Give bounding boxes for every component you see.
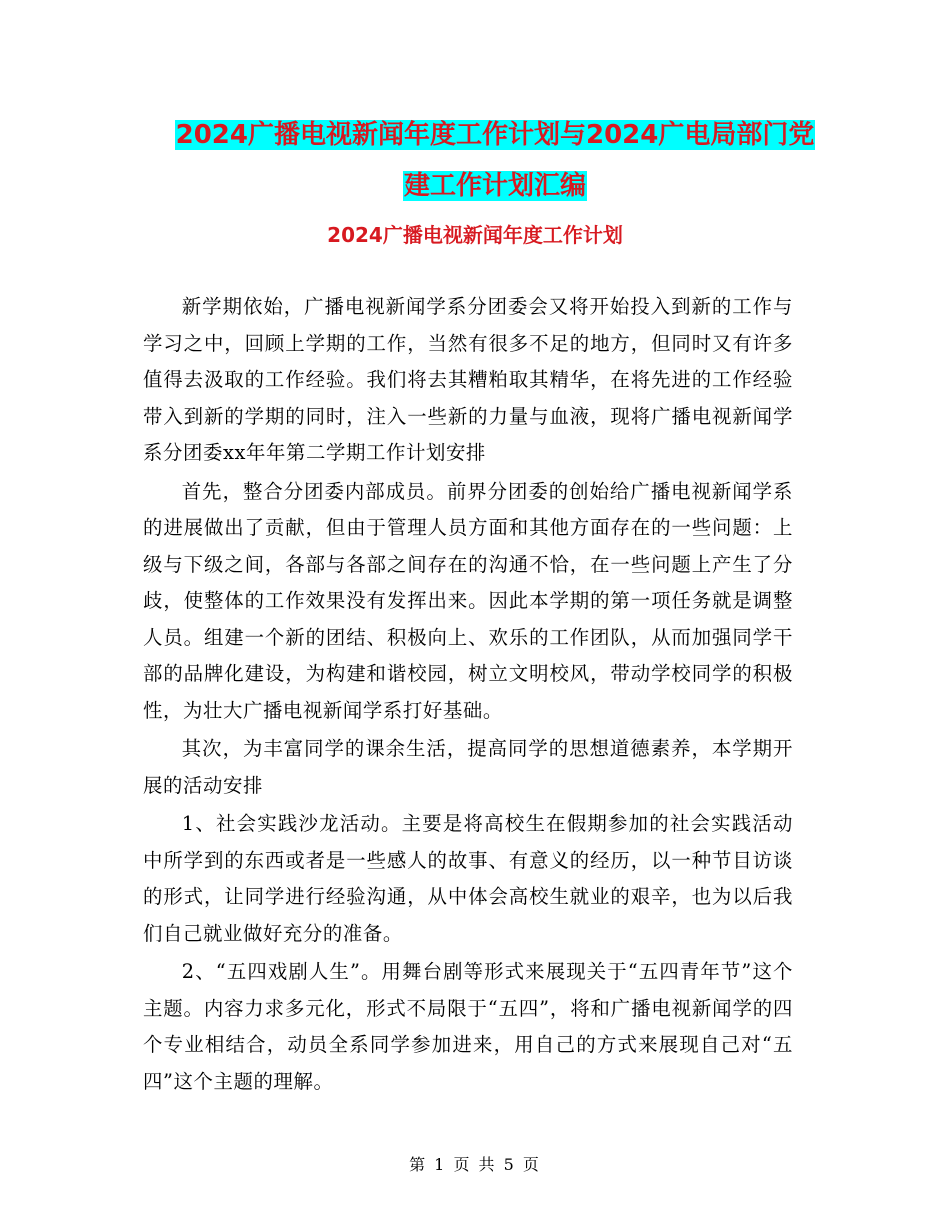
section-title: 2024广播电视新闻年度工作计划 [327, 223, 623, 247]
paragraph-first: 首先，整合分团委内部成员。前界分团委的创始给广播电视新闻学系的进展做出了贡献，但由于管理人员方面和其他方面存在的一些问题：上级与下级之间，各部与各部之间存在的沟通不恰，在一些问题上产生了分歧，使整体的工作效果没有发挥出来。因此本学期的第一项任务就是调整人员。组建一个新的团结、积极向上、欢乐的工作团队，从而加强同学干部的品牌化建设，为构建和谐校园，树立文明校风，带动学校同学的积极性，为壮大广播电视新闻学系打好基础。 [143, 479, 793, 722]
document-title-line-2: 建工作计划汇编 [403, 171, 586, 201]
paragraph-item-2: 2、“五四戏剧人生”。用舞台剧等形式来展现关于“五四青年节”这个主题。内容力求多元化，形式不局限于“五四”，将和广播电视新闻学的四个专业相结合，动员全系同学参加进来，用自己的方式来展现自己对“五四”这个主题的理解。 [143, 960, 793, 1093]
document-title-line-1: 2024广播电视新闻年度工作计划与2024广电局部门党 [175, 120, 815, 150]
document-title [100, 110, 890, 212]
paragraph-intro: 新学期依始，广播电视新闻学系分团委会又将开始投入到新的工作与学习之中，回顾上学期的工作，当然有很多不足的地方，但同时又有许多值得去汲取的工作经验。我们将去其糟粕取其精华，在将先进的工作经验带入到新的学期的同时，注入一些新的力量与血液，现将广播电视新闻学系分团委xx年年第二学期工作计划安排 [143, 295, 793, 464]
document-body [143, 289, 793, 1102]
paragraph-item-1: 1、社会实践沙龙活动。主要是将高校生在假期参加的社会实践活动中所学到的东西或者是一些感人的故事、有意义的经历，以一种节目访谈的形式，让同学进行经验沟通，从中体会高校生就业的艰辛，也为以后我们自己就业做好充分的准备。 [143, 812, 793, 945]
page-number-footer: 第 1 页 共 5 页 [409, 1155, 541, 1174]
paragraph-second: 其次，为丰富同学的课余生活，提高同学的思想道德素养，本学期开展的活动安排 [143, 737, 793, 797]
